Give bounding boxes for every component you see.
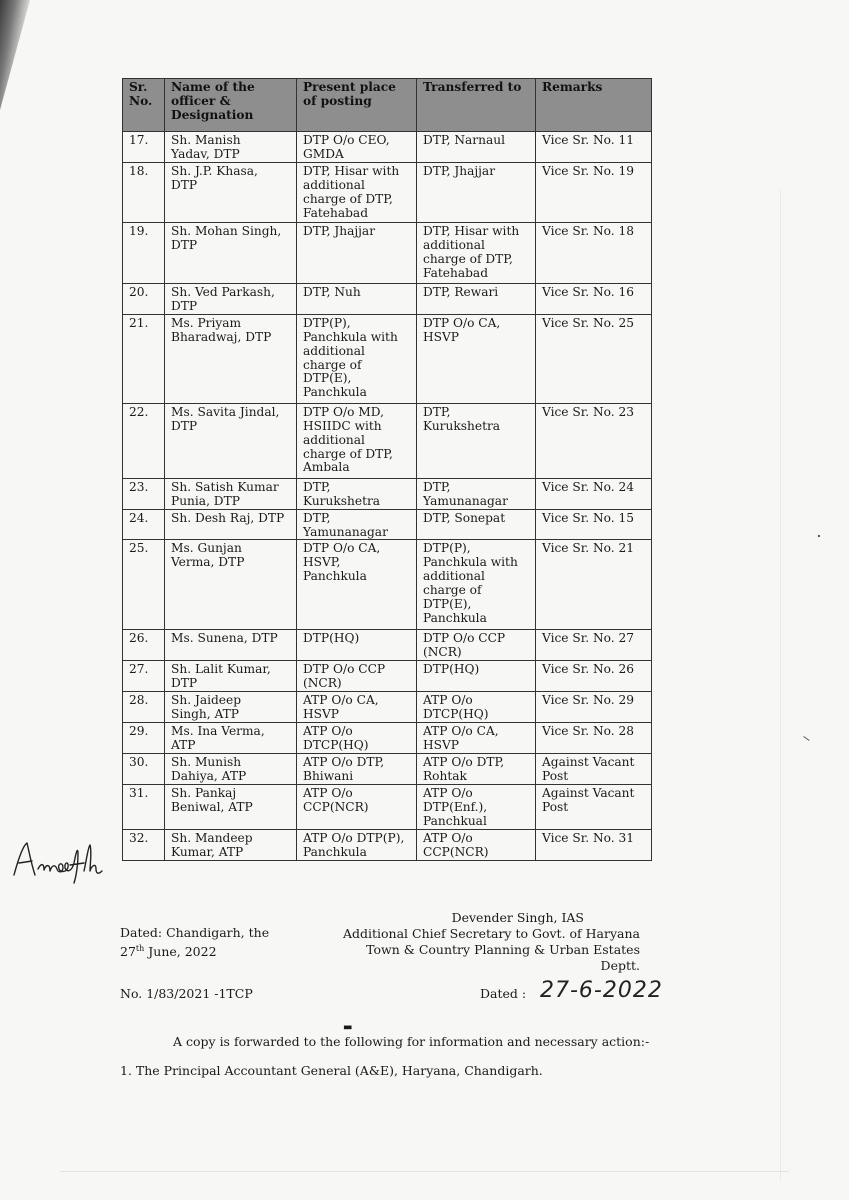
cell-transferred: ATP O/o DTCP(HQ) (417, 692, 536, 723)
cell-sr: 26. (123, 630, 165, 661)
cell-present: DTP, Jhajjar (297, 223, 417, 284)
cell-remarks: Vice Sr. No. 27 (536, 630, 652, 661)
cell-present: ATP O/o DTCP(HQ) (297, 723, 417, 754)
cell-officer: Ms. Ina Verma, ATP (165, 723, 297, 754)
cell-remarks: Vice Sr. No. 25 (536, 314, 652, 403)
table-row (123, 630, 652, 661)
cell-officer: Sh. Ved Parkash, DTP (165, 284, 297, 315)
signatory-title: Additional Chief Secretary to Govt. of Haryana (342, 926, 640, 941)
cell-sr: 23. (123, 478, 165, 509)
copy-forward-text: A copy is forwarded to the following for information and necessary action:- (173, 1034, 650, 1049)
cell-sr: 22. (123, 403, 165, 478)
cell-remarks: Vice Sr. No. 29 (536, 692, 652, 723)
cell-officer: Sh. Jaideep Singh, ATP (165, 692, 297, 723)
cell-present: DTP O/o CA, HSVP, Panchkula (297, 540, 417, 630)
table-row (123, 692, 652, 723)
cell-remarks: Vice Sr. No. 18 (536, 223, 652, 284)
cell-present: DTP O/o CCP (NCR) (297, 661, 417, 692)
cell-officer: Sh. Desh Raj, DTP (165, 509, 297, 540)
table-row (123, 723, 652, 754)
cell-transferred: DTP O/o CCP (NCR) (417, 630, 536, 661)
signatory-block (328, 910, 640, 974)
cell-sr: 21. (123, 314, 165, 403)
cell-officer: Ms. Savita Jindal, DTP (165, 403, 297, 478)
cell-present: DTP, Nuh (297, 284, 417, 315)
header-remarks: Remarks (536, 79, 652, 132)
cell-transferred: DTP, Sonepat (417, 509, 536, 540)
initials-signature (8, 833, 112, 885)
cell-remarks: Vice Sr. No. 31 (536, 829, 652, 860)
cell-officer: Ms. Priyam Bharadwaj, DTP (165, 314, 297, 403)
table-row (123, 163, 652, 223)
dated-place-line: Dated: Chandigarh, the (120, 925, 270, 940)
scan-artifact (60, 1171, 789, 1172)
scan-speck (803, 736, 809, 741)
cell-remarks: Vice Sr. No. 11 (536, 132, 652, 163)
cell-present: DTP(P), Panchkula with additional charge of DTP(E), Panchkula (297, 314, 417, 403)
cell-remarks: Vice Sr. No. 24 (536, 478, 652, 509)
signatory-department: Town & Country Planning & Urban Estates Deptt. (366, 942, 640, 973)
cell-sr: 29. (123, 723, 165, 754)
table-row (123, 829, 652, 860)
cell-transferred: ATP O/o DTP(Enf.), Panchkual (417, 784, 536, 829)
scan-speck (818, 535, 820, 537)
cell-remarks: Vice Sr. No. 21 (536, 540, 652, 630)
table-row (123, 223, 652, 284)
cell-officer: Sh. J.P. Khasa, DTP (165, 163, 297, 223)
cell-remarks: Vice Sr. No. 19 (536, 163, 652, 223)
cell-transferred: DTP, Jhajjar (417, 163, 536, 223)
cell-officer: Sh. Manish Yadav, DTP (165, 132, 297, 163)
cell-sr: 31. (123, 784, 165, 829)
cell-transferred: DTP, Yamunanagar (417, 478, 536, 509)
cell-present: DTP(HQ) (297, 630, 417, 661)
cell-remarks: Vice Sr. No. 28 (536, 723, 652, 754)
date-place-block (120, 925, 269, 960)
cell-officer: Sh. Satish Kumar Punia, DTP (165, 478, 297, 509)
cell-sr: 17. (123, 132, 165, 163)
cell-transferred: DTP, Hisar with additional charge of DTP, Fatehabad (417, 223, 536, 284)
handwritten-initials (8, 833, 112, 889)
table-header-row (123, 79, 652, 132)
cell-transferred: DTP, Rewari (417, 284, 536, 315)
table-row (123, 478, 652, 509)
cell-remarks: Vice Sr. No. 16 (536, 284, 652, 315)
cell-transferred: ATP O/o CCP(NCR) (417, 829, 536, 860)
table-row (123, 509, 652, 540)
cell-present: DTP O/o CEO, GMDA (297, 132, 417, 163)
cell-sr: 18. (123, 163, 165, 223)
cell-present: ATP O/o CA, HSVP (297, 692, 417, 723)
scan-shadow (0, 0, 30, 110)
transfer-table (122, 78, 652, 861)
cell-remarks: Vice Sr. No. 15 (536, 509, 652, 540)
cell-sr: 27. (123, 661, 165, 692)
scan-artifact (780, 190, 781, 1180)
cell-remarks: Vice Sr. No. 23 (536, 403, 652, 478)
signatory-name: Devender Singh, IAS (451, 910, 584, 925)
cell-officer: Sh. Lalit Kumar, DTP (165, 661, 297, 692)
cell-present: ATP O/o DTP, Bhiwani (297, 753, 417, 784)
cell-officer: Ms. Gunjan Verma, DTP (165, 540, 297, 630)
table-row (123, 753, 652, 784)
table-row (123, 132, 652, 163)
cell-transferred: DTP O/o CA, HSVP (417, 314, 536, 403)
cell-present: DTP, Yamunanagar (297, 509, 417, 540)
cell-transferred: DTP, Kurukshetra (417, 403, 536, 478)
cell-present: ATP O/o CCP(NCR) (297, 784, 417, 829)
dated-label: Dated : (480, 986, 527, 1001)
header-present-posting: Present place of posting (297, 79, 417, 132)
cell-officer: Sh. Pankaj Beniwal, ATP (165, 784, 297, 829)
table-row (123, 284, 652, 315)
cell-officer: Sh. Mandeep Kumar, ATP (165, 829, 297, 860)
table-row (123, 661, 652, 692)
reference-number: No. 1/83/2021 -1TCP (120, 986, 253, 1001)
header-sr-no: Sr. No. (123, 79, 165, 132)
cell-officer: Sh. Mohan Singh, DTP (165, 223, 297, 284)
cell-transferred: ATP O/o CA, HSVP (417, 723, 536, 754)
cell-transferred: ATP O/o DTP, Rohtak (417, 753, 536, 784)
cell-officer: Ms. Sunena, DTP (165, 630, 297, 661)
cell-transferred: DTP(P), Panchkula with additional charge of DTP(E), Panchkula (417, 540, 536, 630)
cell-transferred: DTP(HQ) (417, 661, 536, 692)
scan-speck: ▬ (343, 1022, 353, 1033)
date-suffix: th (135, 944, 145, 953)
cell-present: ATP O/o DTP(P), Panchkula (297, 829, 417, 860)
handwritten-date: 27-6-2022 (540, 978, 663, 1003)
cell-sr: 25. (123, 540, 165, 630)
table-row (123, 314, 652, 403)
cell-transferred: DTP, Narnaul (417, 132, 536, 163)
cell-present: DTP O/o MD, HSIIDC with additional charge of DTP, Ambala (297, 403, 417, 478)
table-row (123, 403, 652, 478)
cell-sr: 24. (123, 509, 165, 540)
cell-sr: 19. (123, 223, 165, 284)
cell-remarks: Against Vacant Post (536, 784, 652, 829)
cell-remarks: Against Vacant Post (536, 753, 652, 784)
header-transferred-to: Transferred to (417, 79, 536, 132)
cell-present: DTP, Hisar with additional charge of DTP, Fatehabad (297, 163, 417, 223)
date-rest: June, 2022 (144, 944, 217, 960)
table-row (123, 540, 652, 630)
date-line (120, 941, 269, 960)
cell-sr: 32. (123, 829, 165, 860)
cell-sr: 30. (123, 753, 165, 784)
cell-remarks: Vice Sr. No. 26 (536, 661, 652, 692)
cell-present: DTP, Kurukshetra (297, 478, 417, 509)
header-officer-name: Name of the officer & Designation (165, 79, 297, 132)
cell-sr: 20. (123, 284, 165, 315)
table-row (123, 784, 652, 829)
date-day: 27 (120, 944, 136, 960)
cell-sr: 28. (123, 692, 165, 723)
recipient-item: 1. The Principal Accountant General (A&E), Haryana, Chandigarh. (120, 1063, 543, 1078)
cell-officer: Sh. Munish Dahiya, ATP (165, 753, 297, 784)
